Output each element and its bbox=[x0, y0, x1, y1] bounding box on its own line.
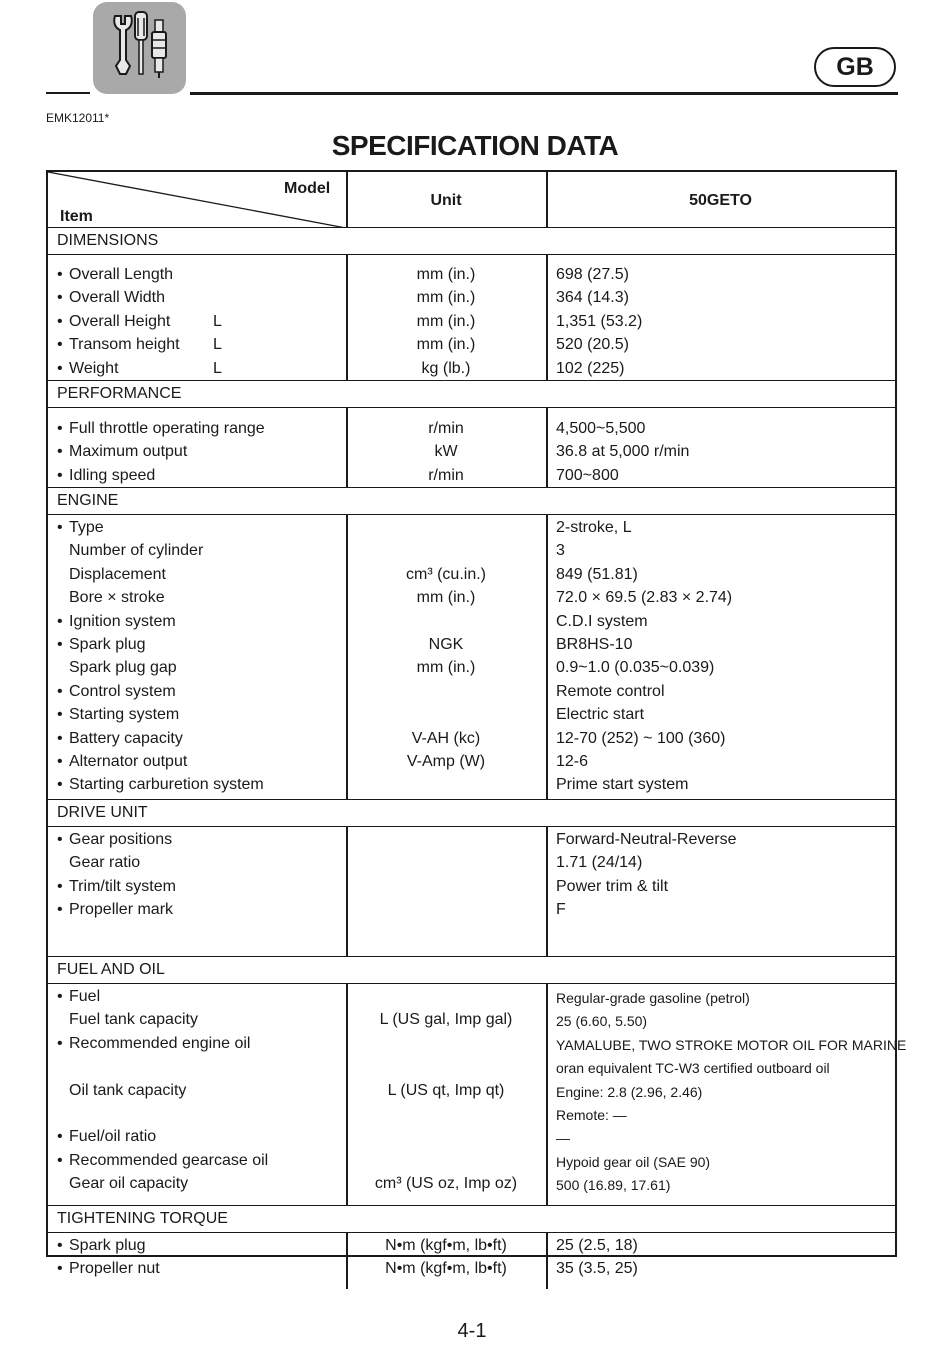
item-label: Recommended gearcase oil bbox=[69, 1151, 269, 1169]
bullet-marker: • bbox=[57, 729, 63, 747]
spec-value: BR8HS-10 bbox=[556, 636, 633, 653]
unit-value: L (US qt, Imp qt) bbox=[387, 1081, 505, 1099]
item-label: Gear ratio bbox=[69, 854, 141, 872]
unit-value: r/min bbox=[428, 420, 464, 437]
table-row bbox=[48, 1235, 895, 1258]
table-row bbox=[48, 465, 895, 488]
header-rule-left bbox=[46, 92, 90, 94]
item-label: Control system bbox=[69, 682, 176, 700]
table-row bbox=[48, 876, 895, 899]
table-row bbox=[48, 681, 895, 704]
bullet-marker: • bbox=[57, 312, 63, 330]
language-badge: GB bbox=[814, 47, 896, 87]
bullet-marker: • bbox=[57, 1128, 63, 1146]
spec-value: Regular-grade gasoline (petrol) bbox=[556, 990, 750, 1006]
table-row bbox=[48, 311, 895, 334]
table-row bbox=[48, 611, 895, 634]
table-row bbox=[48, 634, 895, 657]
table-row bbox=[48, 264, 895, 287]
item-label: Fuel/oil ratio bbox=[69, 1128, 157, 1146]
spec-value: 0.9~1.0 (0.035~0.039) bbox=[556, 659, 715, 677]
item-label: Oil tank capacity bbox=[69, 1081, 187, 1099]
table-row bbox=[48, 829, 895, 852]
spec-value: 4,500~5,500 bbox=[556, 420, 646, 437]
section-body bbox=[48, 984, 907, 1206]
spec-value: C.D.I system bbox=[556, 612, 648, 630]
item-suffix: L bbox=[213, 336, 222, 354]
section-body bbox=[48, 1233, 895, 1289]
section-body bbox=[48, 255, 895, 381]
bullet-marker: • bbox=[57, 1034, 63, 1052]
specification-table bbox=[46, 170, 907, 1278]
table-header bbox=[48, 172, 895, 228]
section-header: DIMENSIONS bbox=[48, 228, 895, 255]
unit-value: mm (in.) bbox=[416, 266, 476, 283]
spec-value: Prime start system bbox=[556, 776, 689, 794]
item-label: Weight bbox=[69, 359, 119, 377]
item-label: Spark plug bbox=[69, 636, 146, 653]
bullet-marker: • bbox=[57, 831, 63, 848]
spec-value: 520 (20.5) bbox=[556, 336, 629, 354]
spec-value: 12-6 bbox=[556, 753, 589, 770]
unit-value: V-Amp (W) bbox=[406, 753, 486, 770]
spec-value: YAMALUBE, TWO STROKE MOTOR OIL FOR MARINE bbox=[556, 1036, 907, 1053]
spec-value: 700~800 bbox=[556, 466, 619, 484]
item-label: Type bbox=[69, 519, 104, 536]
unit-value: L (US gal, Imp gal) bbox=[379, 1011, 513, 1029]
table-row bbox=[48, 564, 895, 587]
section-header: FUEL AND OIL bbox=[48, 957, 895, 984]
item-label: Bore × stroke bbox=[69, 589, 165, 607]
column-header-unit: Unit bbox=[430, 192, 462, 209]
spec-value: 3 bbox=[556, 542, 565, 560]
unit-value: V-AH (kc) bbox=[411, 729, 481, 747]
bullet-marker: • bbox=[57, 266, 63, 283]
table-row bbox=[48, 1258, 895, 1281]
table-row bbox=[48, 1173, 895, 1196]
section-body bbox=[48, 827, 895, 957]
table-row bbox=[48, 517, 895, 540]
bullet-marker: • bbox=[57, 901, 63, 919]
item-label: Starting system bbox=[69, 706, 180, 724]
section-header: PERFORMANCE bbox=[48, 381, 895, 408]
unit-value: N•m (kgf•m, lb•ft) bbox=[385, 1260, 507, 1278]
table-row bbox=[48, 852, 895, 875]
table-row bbox=[48, 1103, 895, 1126]
page-number: 4-1 bbox=[457, 1320, 487, 1342]
spec-value: Hypoid gear oil (SAE 90) bbox=[556, 1153, 711, 1170]
item-label: Full throttle operating range bbox=[69, 420, 265, 437]
bullet-marker: • bbox=[57, 988, 63, 1005]
table-row bbox=[48, 1056, 895, 1079]
unit-value: N•m (kgf•m, lb•ft) bbox=[385, 1237, 507, 1254]
item-label: Spark plug gap bbox=[69, 659, 177, 677]
spec-value: — bbox=[556, 1130, 570, 1147]
spec-value: 698 (27.5) bbox=[556, 266, 629, 283]
bullet-marker: • bbox=[57, 466, 63, 484]
table-row bbox=[48, 587, 895, 610]
table-row bbox=[48, 704, 895, 727]
unit-value: cm³ (cu.in.) bbox=[406, 565, 486, 583]
section-header: ENGINE bbox=[48, 488, 895, 515]
spec-value: Engine: 2.8 (2.96, 2.46) bbox=[556, 1083, 703, 1100]
bullet-marker: • bbox=[57, 359, 63, 377]
item-suffix: L bbox=[213, 312, 222, 330]
bullet-marker: • bbox=[57, 636, 63, 653]
item-label: Fuel bbox=[69, 988, 101, 1005]
spec-value: 500 (16.89, 17.61) bbox=[556, 1177, 671, 1194]
table-row bbox=[48, 657, 895, 680]
item-label: Number of cylinder bbox=[69, 542, 204, 560]
item-label: Alternator output bbox=[69, 753, 188, 770]
spec-value: 12-70 (252) ~ 100 (360) bbox=[556, 729, 726, 747]
item-label: Transom height bbox=[69, 336, 180, 354]
item-label: Propeller mark bbox=[69, 901, 174, 919]
spec-value: F bbox=[556, 901, 566, 919]
bullet-marker: • bbox=[57, 753, 63, 770]
spec-value: Electric start bbox=[556, 706, 645, 724]
bullet-marker: • bbox=[57, 706, 63, 724]
column-header-model-name: 50GETO bbox=[689, 192, 752, 209]
item-label: Maximum output bbox=[69, 443, 188, 461]
table-row bbox=[48, 418, 895, 441]
bullet-marker: • bbox=[57, 776, 63, 794]
unit-value: kW bbox=[434, 443, 458, 461]
spec-value: 1.71 (24/14) bbox=[556, 854, 643, 872]
table-row bbox=[48, 1126, 895, 1149]
bullet-marker: • bbox=[57, 420, 63, 437]
table-row bbox=[48, 774, 895, 797]
document-code: EMK12011* bbox=[46, 111, 110, 125]
spec-value: 1,351 (53.2) bbox=[556, 312, 643, 330]
unit-value: mm (in.) bbox=[416, 659, 476, 677]
unit-value: r/min bbox=[428, 466, 464, 484]
item-label: Spark plug bbox=[69, 1237, 146, 1254]
item-label: Starting carburetion system bbox=[69, 776, 264, 794]
spec-value: 364 (14.3) bbox=[556, 289, 629, 307]
table-row bbox=[48, 1009, 895, 1032]
item-label: Gear positions bbox=[69, 831, 173, 848]
table-row bbox=[48, 1080, 895, 1103]
spec-value: Forward-Neutral-Reverse bbox=[556, 831, 737, 848]
header-rule-right bbox=[190, 92, 898, 95]
item-label: Propeller nut bbox=[69, 1260, 160, 1278]
bullet-marker: • bbox=[57, 443, 63, 461]
table-row bbox=[48, 751, 895, 774]
table-row bbox=[48, 441, 895, 464]
bullet-marker: • bbox=[57, 519, 63, 536]
table-row bbox=[48, 540, 895, 563]
spec-value: 2-stroke, L bbox=[556, 519, 632, 536]
item-label: Overall Height bbox=[69, 312, 171, 330]
table-row bbox=[48, 358, 895, 381]
spec-value: 72.0 × 69.5 (2.83 × 2.74) bbox=[556, 589, 733, 607]
table-row bbox=[48, 1033, 907, 1056]
bullet-marker: • bbox=[57, 1151, 63, 1169]
item-label: Recommended engine oil bbox=[69, 1034, 251, 1052]
page-title: SPECIFICATION DATA bbox=[331, 130, 619, 161]
unit-value: kg (lb.) bbox=[421, 359, 471, 377]
item-label: Trim/tilt system bbox=[69, 877, 176, 895]
bullet-marker: • bbox=[57, 336, 63, 354]
spec-value: Remote control bbox=[556, 682, 665, 700]
table-row bbox=[48, 728, 895, 751]
bullet-marker: • bbox=[57, 682, 63, 700]
spec-value: oran equivalent TC-W3 certified outboard oil bbox=[556, 1060, 830, 1077]
table-row bbox=[48, 287, 895, 310]
spec-value: 849 (51.81) bbox=[556, 565, 638, 583]
spec-value: Remote: — bbox=[556, 1107, 627, 1123]
bullet-marker: • bbox=[57, 289, 63, 307]
item-label: Ignition system bbox=[69, 612, 176, 630]
spec-value: 35 (3.5, 25) bbox=[556, 1260, 638, 1278]
item-label: Idling speed bbox=[69, 466, 156, 484]
tools-icon bbox=[93, 2, 186, 94]
unit-value: mm (in.) bbox=[416, 336, 476, 354]
section-header: DRIVE UNIT bbox=[48, 800, 895, 827]
item-label: Fuel tank capacity bbox=[69, 1011, 198, 1029]
spec-value: 36.8 at 5,000 r/min bbox=[556, 443, 690, 461]
table-row bbox=[48, 1150, 895, 1173]
item-suffix: L bbox=[213, 359, 222, 377]
item-label: Gear oil capacity bbox=[69, 1175, 189, 1193]
table-row bbox=[48, 899, 895, 922]
unit-value: mm (in.) bbox=[416, 289, 476, 307]
item-label: Overall Length bbox=[69, 266, 174, 283]
bullet-marker: • bbox=[57, 877, 63, 895]
section-body bbox=[48, 408, 895, 488]
column-header-item: Item bbox=[60, 208, 93, 225]
spec-value: 102 (225) bbox=[556, 359, 625, 377]
table-row bbox=[48, 986, 895, 1009]
unit-value: cm³ (US oz, Imp oz) bbox=[374, 1175, 518, 1193]
spec-value: 25 (6.60, 5.50) bbox=[556, 1013, 648, 1030]
table-row bbox=[48, 334, 895, 357]
section-body bbox=[48, 515, 895, 800]
bullet-marker: • bbox=[57, 1237, 63, 1254]
column-header-model: Model bbox=[284, 180, 331, 197]
spec-value: 25 (2.5, 18) bbox=[556, 1237, 638, 1254]
unit-value: NGK bbox=[428, 636, 464, 653]
bullet-marker: • bbox=[57, 1260, 63, 1278]
spec-value: Power trim & tilt bbox=[556, 877, 669, 895]
section-header: TIGHTENING TORQUE bbox=[48, 1206, 895, 1233]
item-label: Displacement bbox=[69, 565, 166, 583]
item-label: Battery capacity bbox=[69, 729, 183, 747]
item-label: Overall Width bbox=[69, 289, 166, 307]
bullet-marker: • bbox=[57, 612, 63, 630]
unit-value: mm (in.) bbox=[416, 312, 476, 330]
unit-value: mm (in.) bbox=[416, 589, 476, 607]
